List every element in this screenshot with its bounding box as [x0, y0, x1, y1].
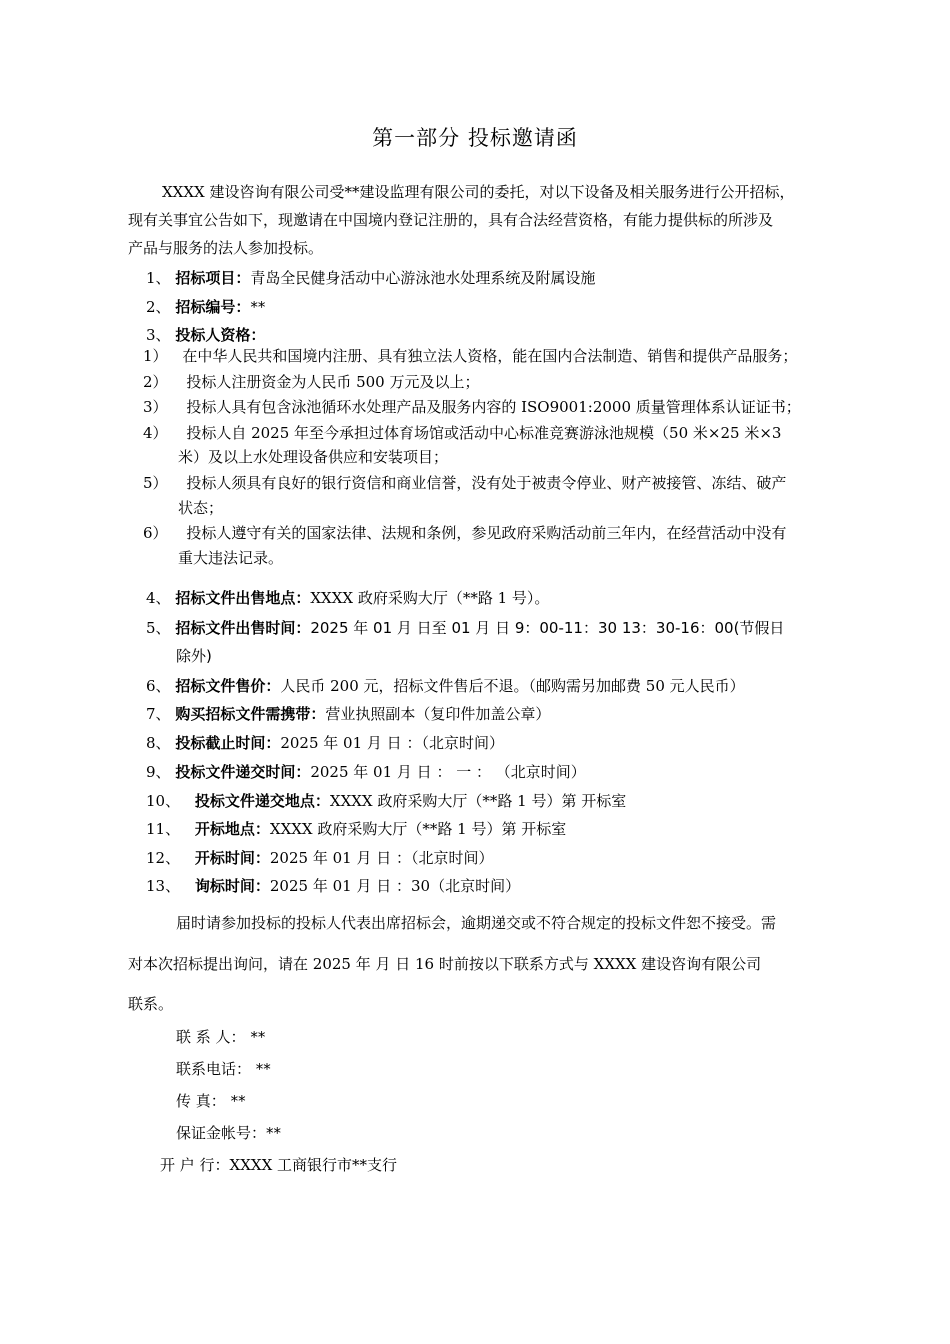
contact-bank [160, 1155, 397, 1175]
item-label: 询标时间： [194, 877, 270, 895]
item-label: 招标文件出售时间： [175, 619, 311, 637]
item-5-continued: 除外) [176, 647, 212, 665]
item-5 [146, 618, 784, 638]
contact-value: ** [230, 1092, 246, 1110]
qualification-number: 4） [143, 424, 168, 442]
intro-line-2: 现有关事宜公告如下，现邀请在中国境内登记注册的，具有合法经营资格，有能力提供标的所涉及 [128, 211, 774, 229]
item-number: 4、 [146, 589, 171, 607]
item-value: XXXX 政府采购大厅（**路 1 号）第 开标室 [329, 792, 627, 810]
item-value: 2025 年 01 月 日 ：30（北京时间） [269, 877, 521, 895]
qualification-text: 投标人须具有良好的银行资信和商业信誉，没有处于被责令停业、财产被接管、冻结、破产 [186, 474, 787, 492]
qualification-6-continued: 重大违法记录。 [178, 549, 284, 567]
qualification-text: 在中华人民共和国境内注册、具有独立法人资格，能在国内合法制造、销售和提供产品服务； [182, 347, 798, 365]
item-value: XXXX 政府采购大厅（**路 1 号）。 [310, 589, 550, 607]
item-value: 2025 年 01 月 日 ：（北京时间） [269, 849, 494, 867]
item-value: 2025 年 01 月 日至 01 月 日 9：00-11：30 13：30-16：00(节假日 [310, 619, 785, 637]
qualification-number: 2） [143, 373, 168, 391]
qualification-4 [143, 423, 781, 443]
item-number: 7、 [146, 705, 171, 723]
qualification-number: 1） [143, 347, 168, 365]
contact-value: ** [250, 1028, 266, 1046]
item-number: 10、 [146, 792, 181, 810]
closing-line-1: 届时请参加投标的投标人代表出席招标会，逾期递交或不符合规定的投标文件恕不接受。需 [176, 914, 777, 932]
item-number: 5、 [146, 619, 171, 637]
contact-label: 联 系 人： [176, 1028, 246, 1046]
item-label: 开标时间： [194, 849, 270, 867]
contact-person [176, 1027, 265, 1047]
item-label: 投标人资格： [175, 326, 266, 344]
contact-label: 传 真： [176, 1092, 226, 1110]
closing-line-2: 对本次招标提出询问，请在 2025 年 月 日 16 时前按以下联系方式与 XXXX 建设咨询有限公司 [128, 955, 762, 973]
item-value: 2025 年 01 月 日 ： 一 ： （北京时间） [310, 763, 586, 781]
item-label: 投标截止时间： [175, 734, 281, 752]
contact-account [176, 1123, 281, 1143]
item-number: 6、 [146, 677, 171, 695]
item-number: 11、 [146, 820, 181, 838]
contact-label: 保证金帐号： [176, 1124, 267, 1142]
item-number: 3、 [146, 326, 171, 344]
item-number: 8、 [146, 734, 171, 752]
item-value: ** [250, 298, 266, 316]
item-label: 购买招标文件需携带： [175, 705, 326, 723]
item-value: XXXX 政府采购大厅（**路 1 号）第 开标室 [269, 820, 567, 838]
item-13 [146, 876, 520, 896]
intro-line-3: 产品与服务的法人参加投标。 [128, 239, 324, 257]
item-label: 招标文件售价： [175, 677, 281, 695]
qualification-2 [143, 372, 480, 392]
page-title: 第一部分 投标邀请函 [372, 126, 578, 150]
contact-value: ** [266, 1124, 282, 1142]
item-1 [146, 268, 595, 288]
qualification-text: 投标人具有包含泳池循环水处理产品及服务内容的 ISO9001:2000 质量管理体系认证证书； [186, 398, 801, 416]
qualification-3 [143, 397, 801, 417]
contact-phone [176, 1059, 271, 1079]
item-10 [146, 791, 626, 811]
qualification-number: 3） [143, 398, 168, 416]
item-3 [146, 325, 265, 345]
item-label: 招标编号： [175, 298, 251, 316]
item-number: 2、 [146, 298, 171, 316]
item-7 [146, 704, 550, 724]
item-number: 12、 [146, 849, 181, 867]
qualification-5-continued: 状态； [178, 499, 224, 517]
item-11 [146, 819, 566, 839]
item-number: 1、 [146, 269, 171, 287]
item-2 [146, 297, 265, 317]
item-8 [146, 733, 504, 753]
item-12 [146, 848, 494, 868]
closing-line-3: 联系。 [128, 995, 174, 1013]
contact-fax [176, 1091, 246, 1111]
item-9 [146, 762, 586, 782]
item-label: 招标项目： [175, 269, 251, 287]
item-value: 青岛全民健身活动中心游泳池水处理系统及附属设施 [250, 269, 596, 287]
item-value: 2025 年 01 月 日 ：（北京时间） [280, 734, 504, 752]
item-label: 投标文件递交时间： [175, 763, 311, 781]
item-label: 招标文件出售地点： [175, 589, 311, 607]
item-label: 开标地点： [194, 820, 270, 838]
qualification-text: 投标人自 2025 年至今承担过体育场馆或活动中心标准竞赛游泳池规模（50 米×25 米×3 [186, 424, 782, 442]
item-6 [146, 676, 745, 696]
qualification-text: 投标人遵守有关的国家法律、法规和条例，参见政府采购活动前三年内，在经营活动中没有 [186, 524, 787, 542]
intro-line-1: XXXX 建设咨询有限公司受**建设监理有限公司的委托，对以下设备及相关服务进行公开招标， [162, 183, 795, 201]
item-number: 9、 [146, 763, 171, 781]
item-number: 13、 [146, 877, 181, 895]
qualification-number: 6） [143, 524, 168, 542]
item-4 [146, 588, 549, 608]
contact-value: XXXX 工商银行市**支行 [229, 1156, 398, 1174]
qualification-4-continued: 米）及以上水处理设备供应和安装项目； [178, 448, 449, 466]
item-label: 投标文件递交地点： [194, 792, 330, 810]
item-value: 人民币 200 元，招标文件售后不退。（邮购需另加邮费 50 元人民币） [280, 677, 745, 695]
qualification-text: 投标人注册资金为人民币 500 万元及以上； [186, 373, 480, 391]
qualification-6 [143, 523, 786, 543]
item-value: 营业执照副本（复印件加盖公章） [325, 705, 551, 723]
contact-value: ** [255, 1060, 271, 1078]
qualification-number: 5） [143, 474, 168, 492]
contact-label: 开 户 行： [160, 1156, 230, 1174]
qualification-1 [143, 346, 797, 366]
qualification-5 [143, 473, 786, 493]
contact-label: 联系电话： [176, 1060, 252, 1078]
